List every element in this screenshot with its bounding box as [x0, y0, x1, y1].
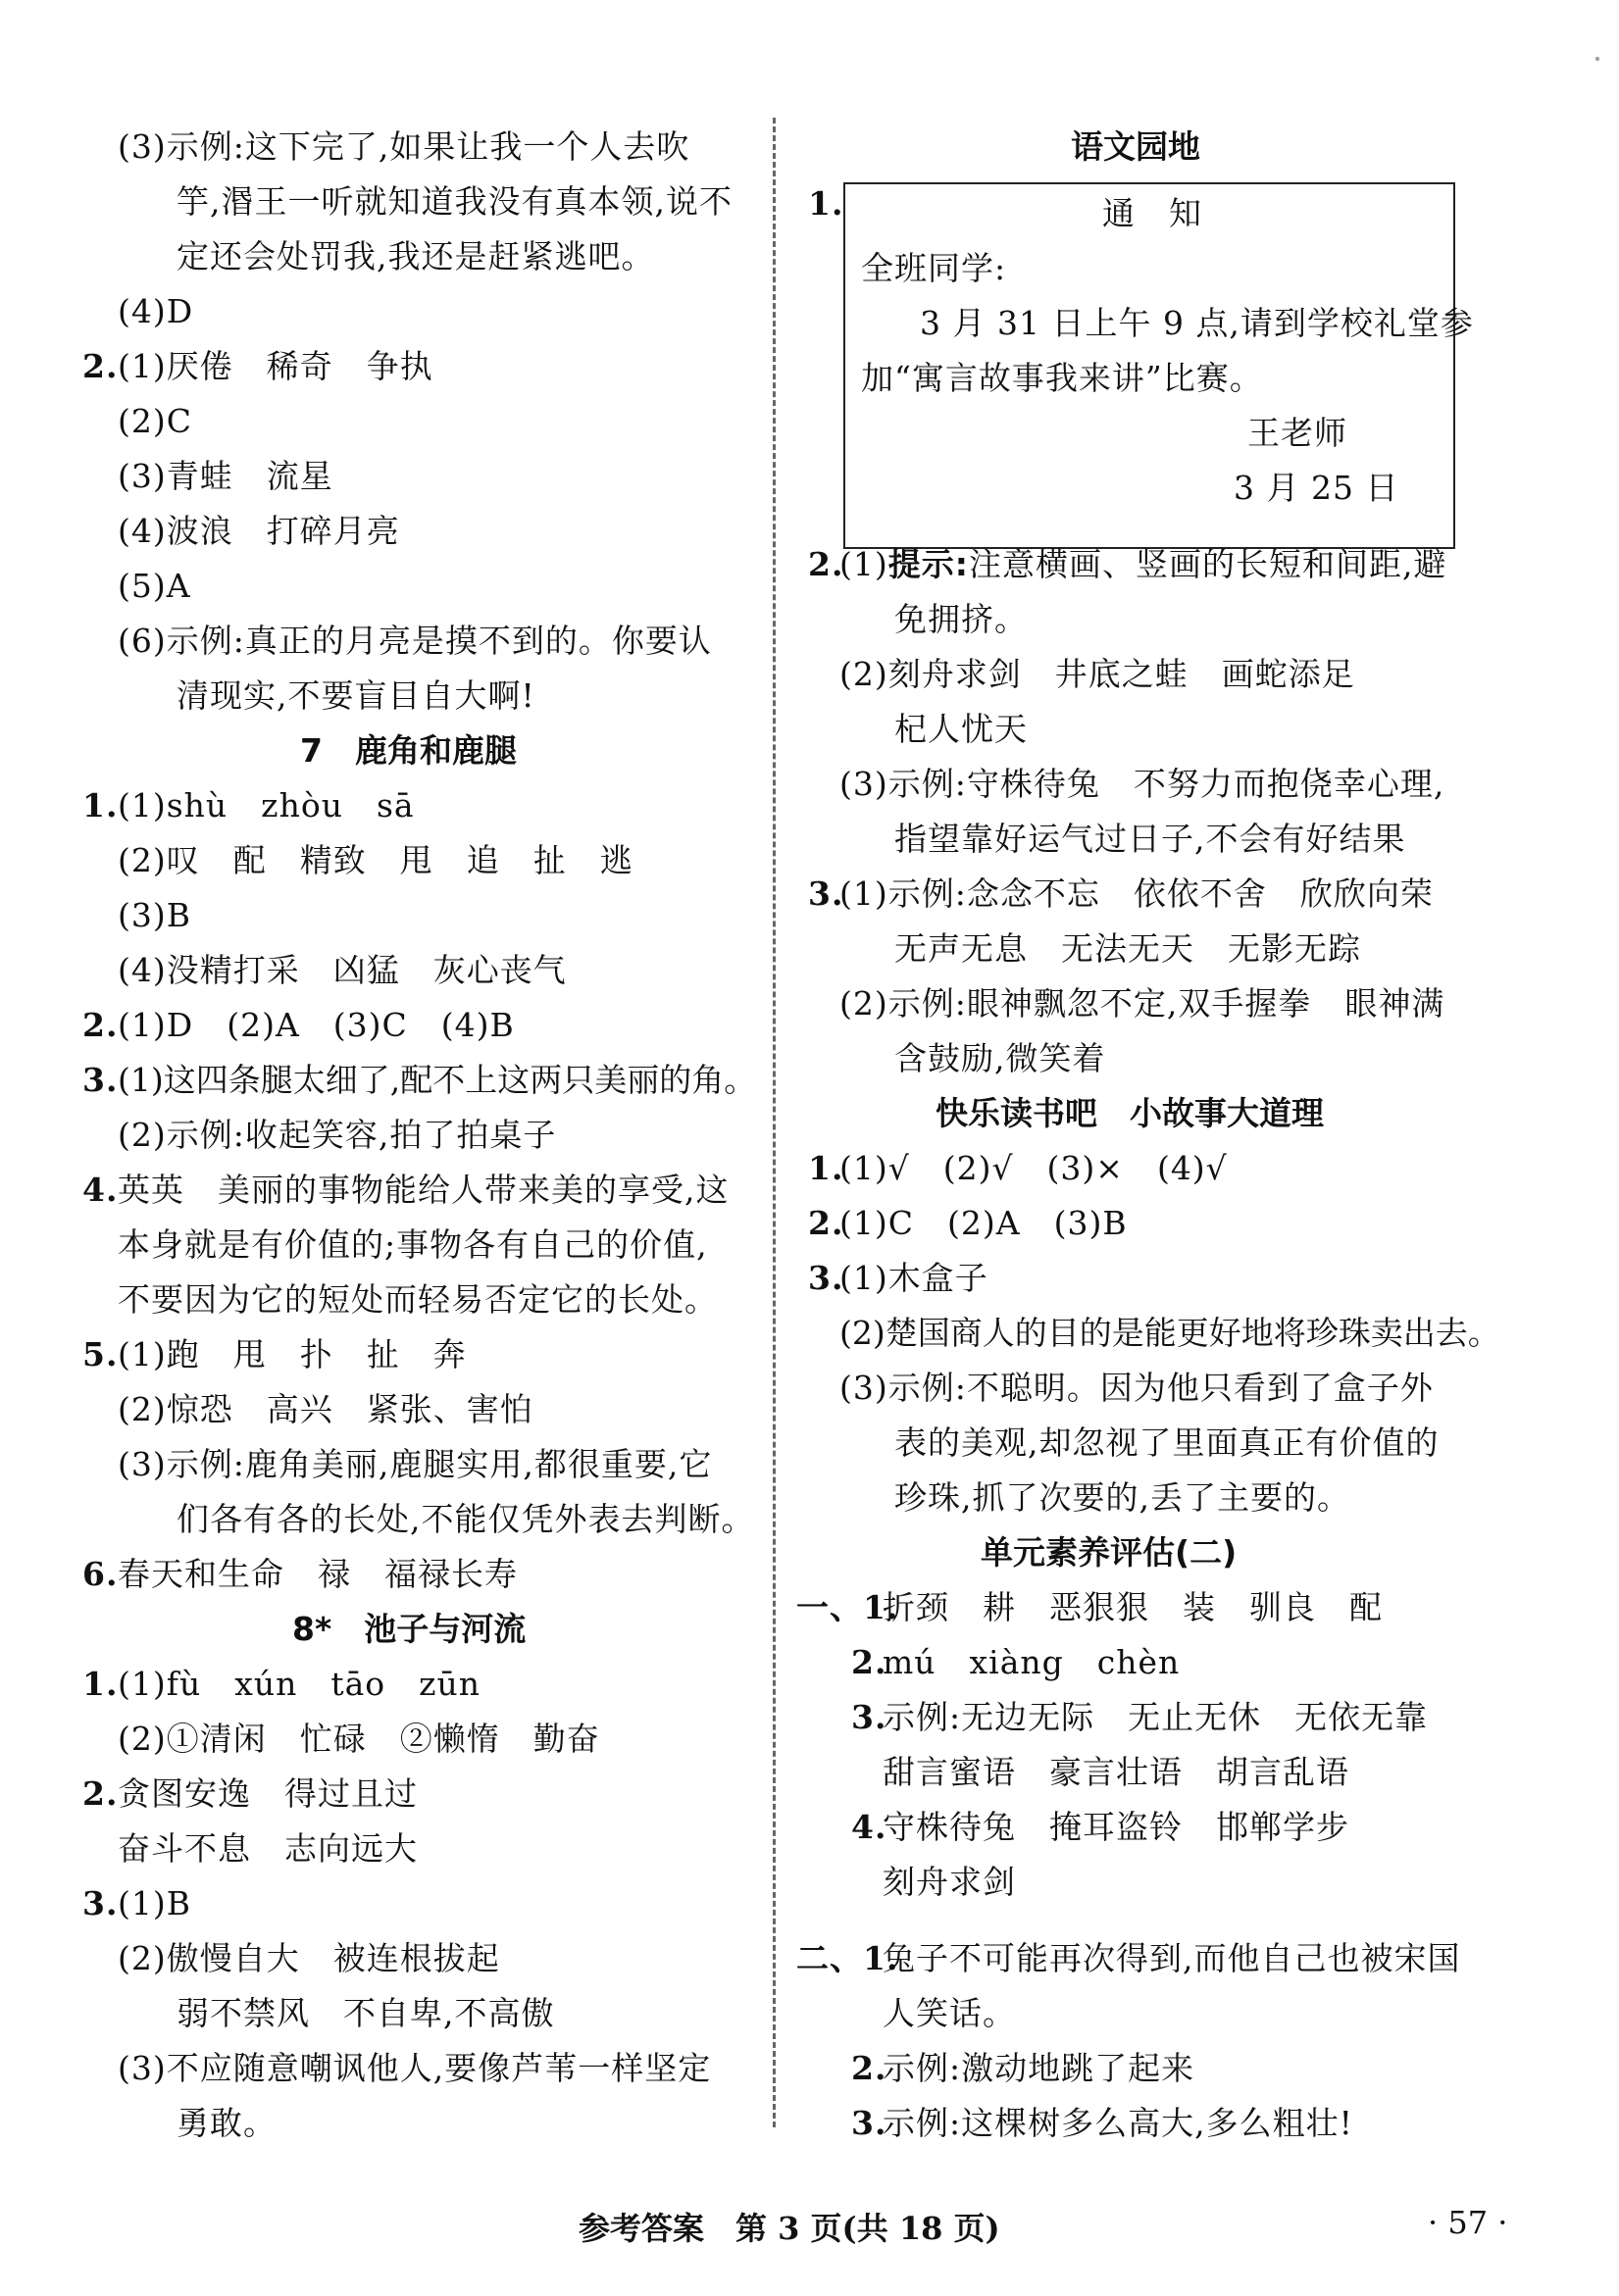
text-line: (5)A — [118, 567, 191, 605]
notice-body: 加“寓言故事我来讲”比赛。 — [861, 359, 1263, 397]
text-line: 兔子不可能再次得到,而他自己也被宋国 — [883, 1939, 1461, 1977]
text-line: (2)楚国商人的目的是能更好地将珍珠卖出去。 — [839, 1314, 1500, 1352]
hint-label: 提示: — [887, 545, 969, 583]
question-number: 3. — [82, 1884, 119, 1922]
text-line: 清现实,不要盲目自大啊! — [177, 676, 535, 715]
text-part: 注意横画、竖画的长短和间距,避 — [968, 545, 1447, 583]
notice-box — [843, 182, 1474, 549]
text-line: (2)示例:收起笑容,拍了拍桌子 — [118, 1116, 557, 1154]
text-line: (1)shù zhòu sā — [118, 786, 415, 824]
text-line: 刻舟求剑 — [883, 1863, 1016, 1901]
text-line: 不要因为它的短处而轻易否定它的长处。 — [118, 1280, 718, 1319]
text-line: (3)示例:鹿角美丽,鹿腿实用,都很重要,它 — [118, 1445, 713, 1483]
section-heading: 单元素养评估(二) — [981, 1533, 1238, 1572]
text-line: (2)傲慢自大 被连根拔起 — [118, 1939, 500, 1977]
question-number: 5. — [82, 1335, 119, 1373]
text-line: 无声无息 无法无天 无影无踪 — [894, 929, 1361, 968]
question-number: 4. — [82, 1171, 119, 1209]
text-line: 珍珠,抓了次要的,丢了主要的。 — [894, 1478, 1350, 1517]
text-line: 春天和生命 禄 福禄长寿 — [118, 1555, 518, 1593]
section-heading: 快乐读书吧 小故事大道理 — [936, 1094, 1324, 1132]
text-line: 指望靠好运气过日子,不会有好结果 — [894, 820, 1406, 858]
text-line: 勇敢。 — [177, 2104, 277, 2142]
text-line: 折颈 耕 恶狠狠 装 驯良 配 — [883, 1588, 1383, 1626]
text-line: 守株待兔 掩耳盗铃 邯郸学步 — [883, 1808, 1349, 1846]
question-number: 3. — [851, 1698, 887, 1736]
text-line: (3)示例:守株待兔 不努力而抱侥幸心理, — [839, 765, 1445, 803]
text-line: (4)波浪 打碎月亮 — [118, 512, 400, 550]
question-number: 3. — [808, 1259, 844, 1297]
text-line: 示例:这棵树多么高大,多么粗壮! — [883, 2104, 1353, 2142]
question-number: 6. — [82, 1555, 119, 1593]
text-line: (2)叹 配 精致 甩 追 扯 逃 — [118, 841, 633, 879]
question-number: 4. — [851, 1808, 887, 1846]
text-line: (1)fù xún tāo zūn — [118, 1665, 481, 1703]
text-line: mú xiàng chèn — [883, 1643, 1181, 1681]
text-line: (1)D (2)A (3)C (4)B — [118, 1006, 515, 1044]
text-line: 英英 美丽的事物能给人带来美的享受,这 — [118, 1171, 730, 1209]
text-line: 奋斗不息 志向远大 — [118, 1829, 418, 1868]
text-line: 免拥挤。 — [894, 600, 1028, 638]
text-line: 竽,湣王一听就知道我没有真本领,说不 — [177, 182, 733, 221]
notice-greeting: 全班同学: — [861, 249, 1007, 287]
text-line: 弱不禁风 不自卑,不高傲 — [177, 1994, 555, 2032]
text-line: (6)示例:真正的月亮是摸不到的。你要认 — [118, 622, 712, 660]
text-line: (1)木盒子 — [839, 1259, 988, 1297]
text-line: (1)示例:念念不忘 依依不舍 欣欣向荣 — [839, 874, 1434, 913]
text-line: (2)示例:眼神飘忽不定,双手握拳 眼神满 — [839, 984, 1445, 1023]
text-line: (2)C — [118, 402, 192, 440]
column-divider — [773, 118, 776, 2127]
question-number: 1. — [808, 184, 844, 223]
text-part: (1) — [839, 545, 888, 583]
notice-title: 通 知 — [1102, 194, 1202, 232]
section-heading: 语文园地 — [1071, 127, 1200, 166]
text-line: (1)厌倦 稀奇 争执 — [118, 347, 433, 385]
notice-body: 3 月 31 日上午 9 点,请到学校礼堂参 — [920, 304, 1474, 342]
section-heading: 7 鹿角和鹿腿 — [300, 731, 517, 770]
section-heading: 8* 池子与河流 — [292, 1610, 527, 1648]
notice-date: 3 月 25 日 — [1234, 469, 1399, 507]
text-line: 甜言蜜语 豪言壮语 胡言乱语 — [883, 1753, 1349, 1791]
text-line: 表的美观,却忽视了里面真正有价值的 — [894, 1423, 1440, 1462]
text-line: 们各有各的长处,不能仅凭外表去判断。 — [177, 1500, 755, 1538]
text-line: (3)不应随意嘲讽他人,要像芦苇一样坚定 — [118, 2049, 712, 2087]
text-line: (4)D — [118, 292, 194, 330]
text-line: (4)没精打采 凶猛 灰心丧气 — [118, 951, 567, 989]
question-number: 2. — [851, 1643, 887, 1681]
text-line: (2)刻舟求剑 井底之蛙 画蛇添足 — [839, 655, 1355, 693]
footer-page-number: · 57 · — [1428, 2204, 1508, 2241]
text-line: 本身就是有价值的;事物各有自己的价值, — [118, 1225, 708, 1264]
text-line: (1)B — [118, 1884, 191, 1922]
question-number: 1. — [808, 1149, 844, 1187]
question-number: 一、1. — [796, 1588, 899, 1626]
text-line: 示例:无边无际 无止无休 无依无靠 — [883, 1698, 1429, 1736]
text-line: 贪图安逸 得过且过 — [118, 1774, 418, 1813]
question-number: 2. — [808, 1204, 844, 1242]
text-line: (1)√ (2)√ (3)× (4)√ — [839, 1149, 1228, 1187]
scan-dot — [1595, 57, 1599, 61]
text-line: 杞人忧天 — [894, 710, 1028, 748]
text-line: (3)青蛙 流星 — [118, 457, 333, 495]
notice-signer: 王老师 — [1247, 414, 1347, 452]
question-number: 1. — [82, 1665, 119, 1703]
text-line: (1)C (2)A (3)B — [839, 1204, 1128, 1242]
text-line: (1)这四条腿太细了,配不上这两只美丽的角。 — [118, 1061, 757, 1099]
text-line: 含鼓励,微笑着 — [894, 1039, 1106, 1077]
text-line: (2)①清闲 忙碌 ②懒惰 勤奋 — [118, 1720, 600, 1758]
question-number: 3. — [808, 874, 844, 913]
text-line: 示例:激动地跳了起来 — [883, 2049, 1195, 2087]
question-number: 2. — [851, 2049, 887, 2087]
text-line: 定还会处罚我,我还是赶紧逃吧。 — [177, 237, 655, 275]
question-number: 2. — [808, 545, 844, 583]
text-line: (2)惊恐 高兴 紧张、害怕 — [118, 1390, 533, 1428]
question-number: 3. — [851, 2104, 887, 2142]
question-number: 2. — [82, 1774, 119, 1813]
question-number: 2. — [82, 347, 119, 385]
footer-page-label: 参考答案 第 3 页(共 18 页) — [579, 2210, 1000, 2247]
text-line: (3)示例:不聪明。因为他只看到了盒子外 — [839, 1369, 1434, 1407]
text-line: 人笑话。 — [883, 1994, 1016, 2032]
text-line: (3)B — [118, 896, 191, 934]
text-line: (3)示例:这下完了,如果让我一个人去吹 — [118, 127, 690, 166]
question-number: 1. — [82, 786, 119, 824]
text-line — [839, 543, 1446, 586]
text-line: (1)跑 甩 扑 扯 奔 — [118, 1335, 467, 1373]
question-number: 二、1. — [796, 1939, 899, 1977]
question-number: 2. — [82, 1006, 119, 1044]
question-number: 3. — [82, 1061, 119, 1099]
